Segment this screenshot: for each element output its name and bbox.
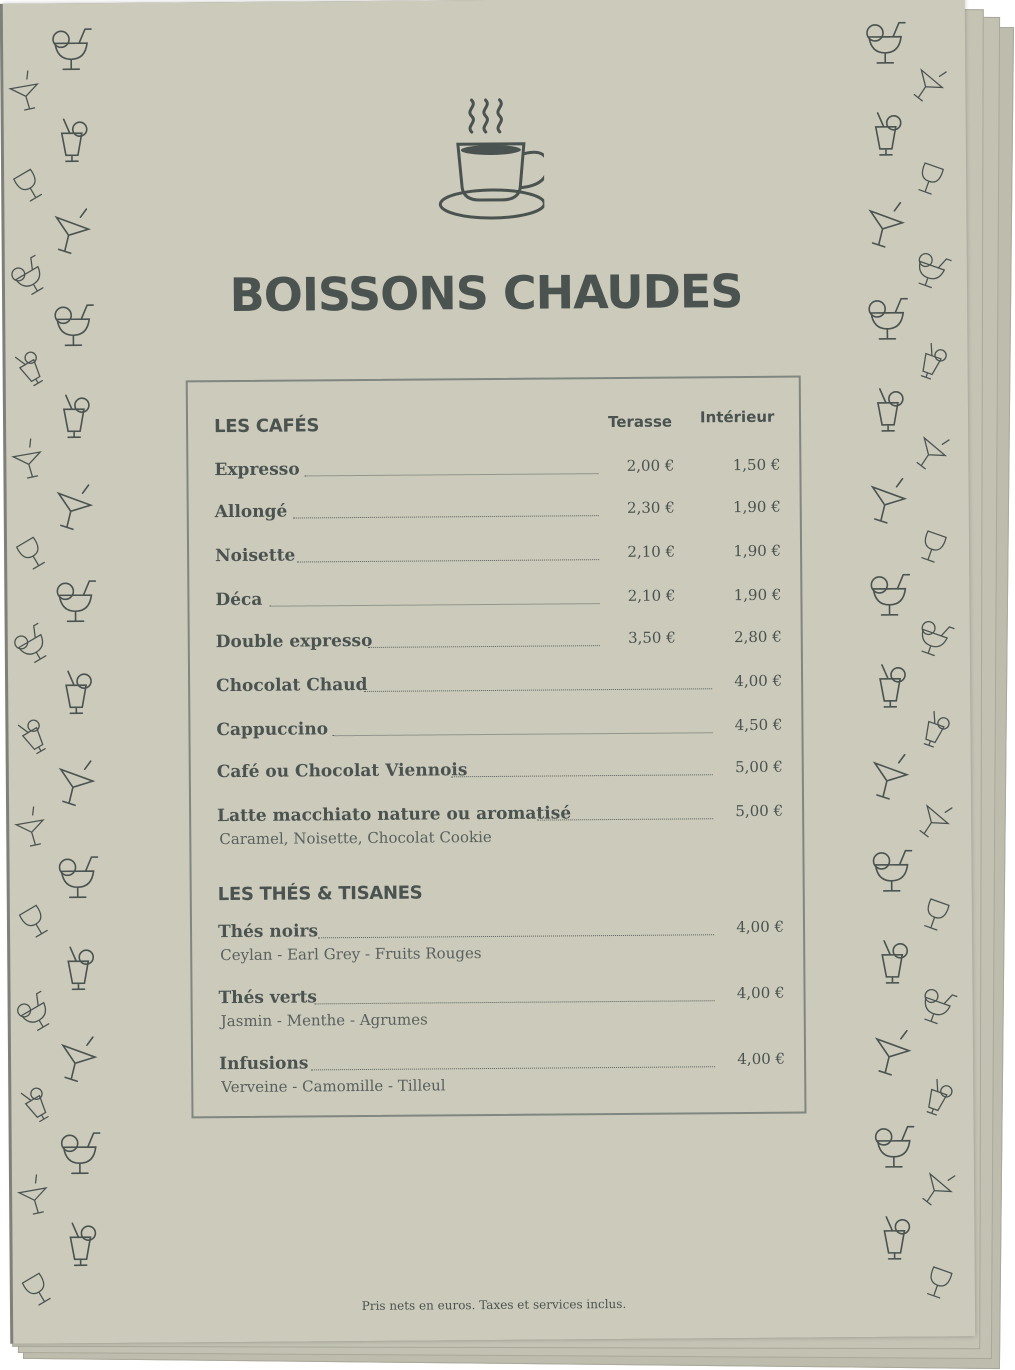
martini-glass-icon	[53, 483, 97, 533]
column-header-terrasse: Terasse	[607, 412, 673, 432]
juice-glass-icon	[866, 385, 910, 435]
price: 5,00 €	[734, 757, 783, 777]
martini-glass-icon	[866, 477, 910, 527]
menu-item	[217, 917, 785, 965]
cocktail-glass-icon	[55, 851, 99, 901]
martini-glass-icon	[5, 434, 56, 486]
martini-glass-icon	[869, 753, 913, 803]
juice-glass-icon	[50, 115, 94, 165]
cocktail-glass-icon	[9, 986, 60, 1038]
menu-item	[215, 586, 781, 614]
martini-glass-icon	[864, 201, 908, 251]
menu-item-name: Déca	[215, 589, 263, 611]
martini-glass-icon	[11, 1170, 62, 1222]
menu-item	[215, 542, 781, 570]
juice-glass-icon	[7, 710, 58, 762]
price-terrasse: 2,10 €	[627, 542, 676, 561]
juice-glass-icon	[872, 1213, 916, 1263]
dot-leader	[304, 473, 598, 476]
price: 4,00 €	[736, 983, 785, 1003]
menu-item	[219, 1049, 786, 1097]
martini-glass-icon	[909, 429, 956, 478]
price-interieur: 2,80 €	[733, 627, 782, 647]
juice-glass-icon	[56, 943, 100, 993]
menu-item	[216, 628, 782, 656]
dot-leader	[368, 645, 600, 648]
juice-glass-icon	[58, 1219, 102, 1269]
price: 4,00 €	[737, 1049, 786, 1069]
cocktail-glass-icon	[49, 23, 93, 73]
dot-leader	[333, 732, 713, 736]
menu-item	[217, 758, 783, 786]
juice-glass-icon	[54, 667, 98, 717]
menu-item-name: Cappuccino	[216, 719, 329, 741]
price: 4,00 €	[734, 671, 783, 691]
menu-item-name: Latte macchiato nature ou aromatisé	[217, 803, 572, 827]
price-interieur: 1,50 €	[732, 455, 781, 475]
dot-leader	[318, 934, 714, 938]
menu-item-name: Thés noirs	[217, 921, 319, 943]
cocktail-glass-icon	[6, 618, 57, 670]
cocktail-glass-icon	[863, 17, 907, 67]
martini-glass-icon	[57, 1035, 101, 1085]
price-terrasse: 2,30 €	[626, 498, 675, 517]
wine-glass-icon	[913, 889, 960, 938]
dot-leader	[269, 603, 599, 607]
juice-glass-icon	[908, 337, 955, 386]
wine-glass-icon	[907, 153, 954, 202]
menu-item	[217, 801, 784, 849]
menu-item	[218, 983, 785, 1031]
juice-glass-icon	[4, 342, 55, 394]
section-heading-cafes: LES CAFÉS	[213, 415, 320, 438]
coffee-cup-icon	[423, 92, 544, 223]
martini-glass-icon	[912, 797, 959, 846]
dot-leader	[364, 688, 712, 692]
martini-glass-icon	[906, 61, 953, 110]
dot-leader	[297, 559, 599, 562]
dot-leader	[293, 515, 599, 518]
menu-item	[214, 456, 780, 484]
menu-item-name: Double expresso	[215, 630, 373, 653]
price: 4,50 €	[734, 715, 783, 735]
section-heading-thes: LES THÉS & TISANES	[217, 882, 423, 906]
price: 4,00 €	[736, 917, 785, 937]
price: 5,00 €	[735, 801, 784, 821]
juice-glass-icon	[914, 1073, 961, 1122]
price-interieur: 1,90 €	[732, 497, 781, 517]
price-interieur: 1,90 €	[733, 541, 782, 561]
menu-item-name: Infusions	[219, 1053, 309, 1075]
menu-item	[216, 716, 782, 744]
price-terrasse: 2,10 €	[627, 586, 676, 605]
dot-leader	[537, 818, 713, 820]
cocktail-glass-icon	[869, 845, 913, 895]
martini-glass-icon	[871, 1029, 915, 1079]
column-header-interieur: Intérieur	[699, 407, 775, 427]
right-drink-pattern	[825, 0, 976, 1337]
martini-glass-icon	[55, 759, 99, 809]
dot-leader	[315, 1000, 715, 1004]
cocktail-glass-icon	[872, 1121, 916, 1171]
menu-item	[215, 498, 781, 526]
menu-item	[216, 672, 782, 700]
menu-item-description: Verveine - Camomille - Tilleul	[221, 1076, 446, 1097]
wine-glass-icon	[9, 894, 60, 946]
dot-leader	[311, 1066, 715, 1070]
wine-glass-icon	[3, 158, 54, 210]
martini-glass-icon	[8, 802, 59, 854]
martini-glass-icon	[50, 207, 94, 257]
menu-item-name: Chocolat Chaud	[216, 674, 368, 697]
menu-item-name: Expresso	[214, 459, 300, 481]
martini-glass-icon	[915, 1165, 962, 1214]
menu-item-description: Ceylan - Earl Grey - Fruits Rouges	[220, 944, 482, 965]
wine-glass-icon	[910, 521, 957, 570]
juice-glass-icon	[911, 705, 958, 754]
martini-glass-icon	[3, 66, 53, 118]
menu-item-name: Allongé	[214, 501, 288, 523]
menu-item-description: Caramel, Noisette, Chocolat Cookie	[219, 827, 492, 849]
juice-glass-icon	[10, 1078, 61, 1130]
juice-glass-icon	[868, 661, 912, 711]
cocktail-glass-icon	[913, 981, 960, 1030]
cocktail-glass-icon	[910, 613, 957, 662]
menu-item-description: Jasmin - Menthe - Agrumes	[220, 1010, 428, 1031]
cocktail-glass-icon	[53, 575, 97, 625]
menu-item-name: Noisette	[215, 545, 296, 567]
menu-box	[186, 376, 807, 1119]
menu-page	[3, 0, 975, 1344]
left-drink-pattern	[3, 3, 154, 1344]
menu-item-name: Café ou Chocolat Viennois	[216, 760, 468, 783]
price-note: Pris nets en euros. Taxes et services inclus.	[361, 1296, 627, 1314]
dot-leader	[451, 774, 713, 777]
juice-glass-icon	[864, 109, 908, 159]
page-title: BOISSONS CHAUDES	[229, 263, 743, 323]
juice-glass-icon	[52, 391, 96, 441]
price-terrasse: 2,00 €	[626, 456, 675, 475]
cocktail-glass-icon	[867, 569, 911, 619]
price-terrasse: 3,50 €	[627, 628, 676, 647]
wine-glass-icon	[6, 526, 57, 578]
cocktail-glass-icon	[58, 1127, 102, 1177]
price-interieur: 1,90 €	[733, 585, 782, 605]
juice-glass-icon	[870, 937, 914, 987]
menu-item-name: Thés verts	[218, 987, 318, 1009]
